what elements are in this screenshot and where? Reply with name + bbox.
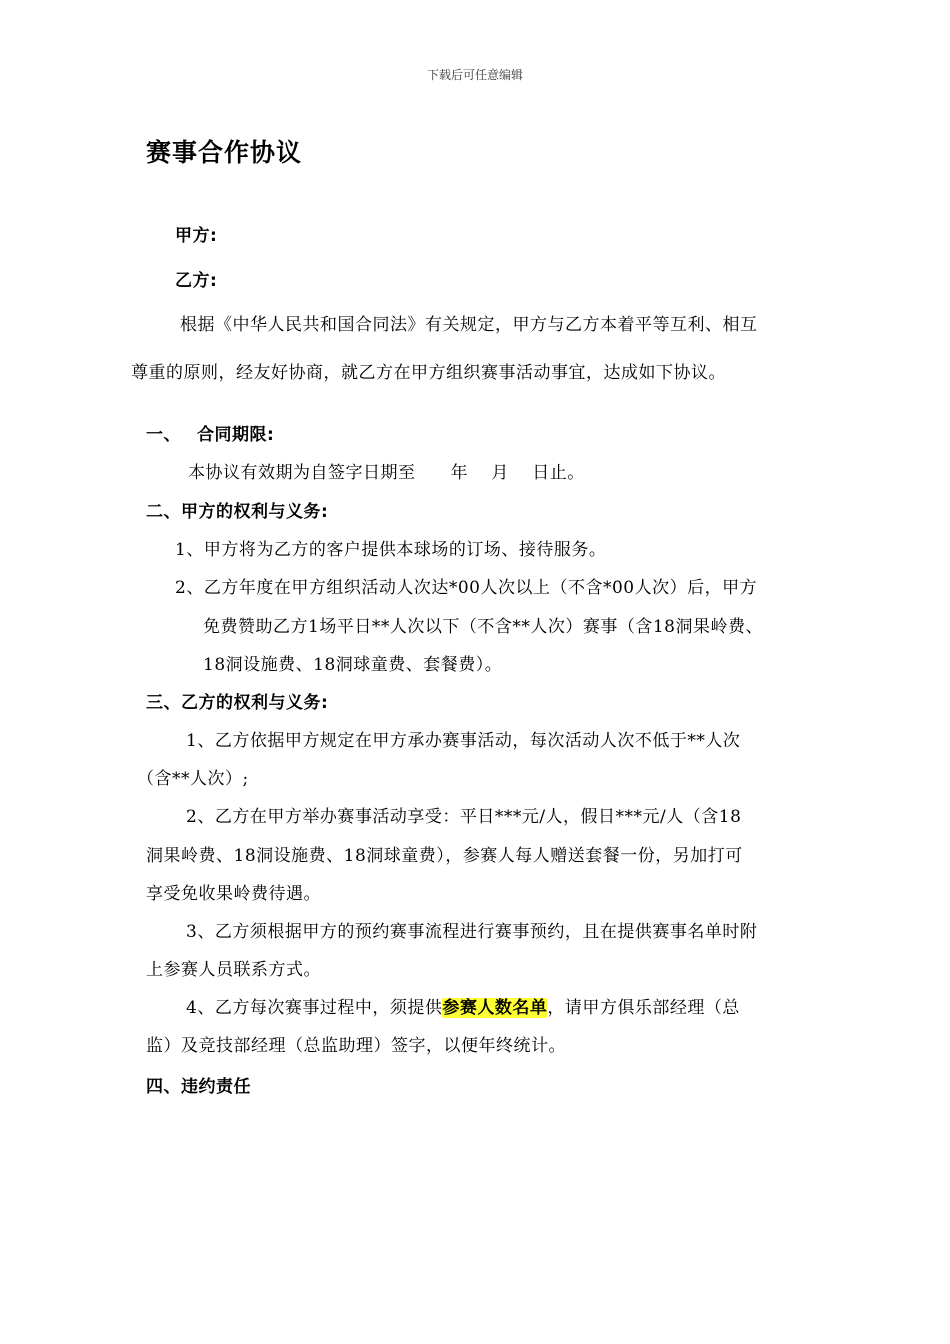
section-3-item-2-line-1: 2、乙方在甲方举办赛事活动享受：平日***元/人，假日***元/人（含18	[186, 807, 742, 827]
section-2-item-2-line-3: 18洞设施费、18洞球童费、套餐费）。	[203, 655, 503, 675]
section-4-heading: 四、违约责任	[146, 1077, 251, 1097]
section-1-heading: 合同期限:	[197, 425, 275, 445]
party-b-label: 乙方:	[175, 271, 218, 291]
party-a-label: 甲方:	[175, 226, 218, 246]
section-2-item-1: 1、甲方将为乙方的客户提供本球场的订场、接待服务。	[175, 540, 607, 560]
section-3-item-4-line-2: 监）及竞技部经理（总监助理）签字，以便年终统计。	[146, 1036, 566, 1056]
section-3-item-3-line-1: 3、乙方须根据甲方的预约赛事流程进行赛事预约，且在提供赛事名单时附	[186, 922, 758, 942]
section-3-item-1-line-1: 1、乙方依据甲方规定在甲方承办赛事活动，每次活动人次不低于**人次	[186, 731, 741, 751]
document-title: 赛事合作协议	[146, 138, 303, 167]
section-3-item-4-prefix: 4、乙方每次赛事过程中，须提供	[186, 998, 443, 1018]
section-2-heading: 二、甲方的权利与义务:	[146, 502, 329, 522]
section-3-item-2-line-2: 洞果岭费、18洞设施费、18洞球童费），参赛人每人赠送套餐一份，另加打可	[146, 846, 743, 866]
section-1-number: 一、	[146, 425, 181, 445]
section-3-item-4-line-1	[186, 993, 740, 1018]
section-3-heading: 三、乙方的权利与义务:	[146, 693, 329, 713]
highlighted-term: 参赛人数名单	[442, 998, 548, 1018]
section-3-item-4-suffix: ，请甲方俱乐部经理（总	[547, 998, 740, 1018]
section-2-item-2-line-2: 免费赞助乙方1场平日**人次以下（不含**人次）赛事（含18洞果岭费、	[203, 617, 763, 637]
section-3-item-1-line-2: （含**人次）;	[137, 769, 249, 789]
intro-line-2: 尊重的原则，经友好协商，就乙方在甲方组织赛事活动事宜，达成如下协议。	[131, 363, 726, 383]
intro-line-1: 根据《中华人民共和国合同法》有关规定，甲方与乙方本着平等互利、相互	[180, 315, 758, 335]
section-2-item-2-line-1: 2、乙方年度在甲方组织活动人次达*00人次以上（不含*00人次）后，甲方	[175, 578, 758, 598]
header-note: 下载后可任意编辑	[426, 68, 523, 82]
section-3-item-3-line-2: 上参赛人员联系方式。	[146, 960, 321, 980]
section-1-body: 本协议有效期为自签字日期至 年 月 日止。	[188, 463, 585, 483]
section-3-item-2-line-3: 享受免收果岭费待遇。	[146, 884, 321, 904]
